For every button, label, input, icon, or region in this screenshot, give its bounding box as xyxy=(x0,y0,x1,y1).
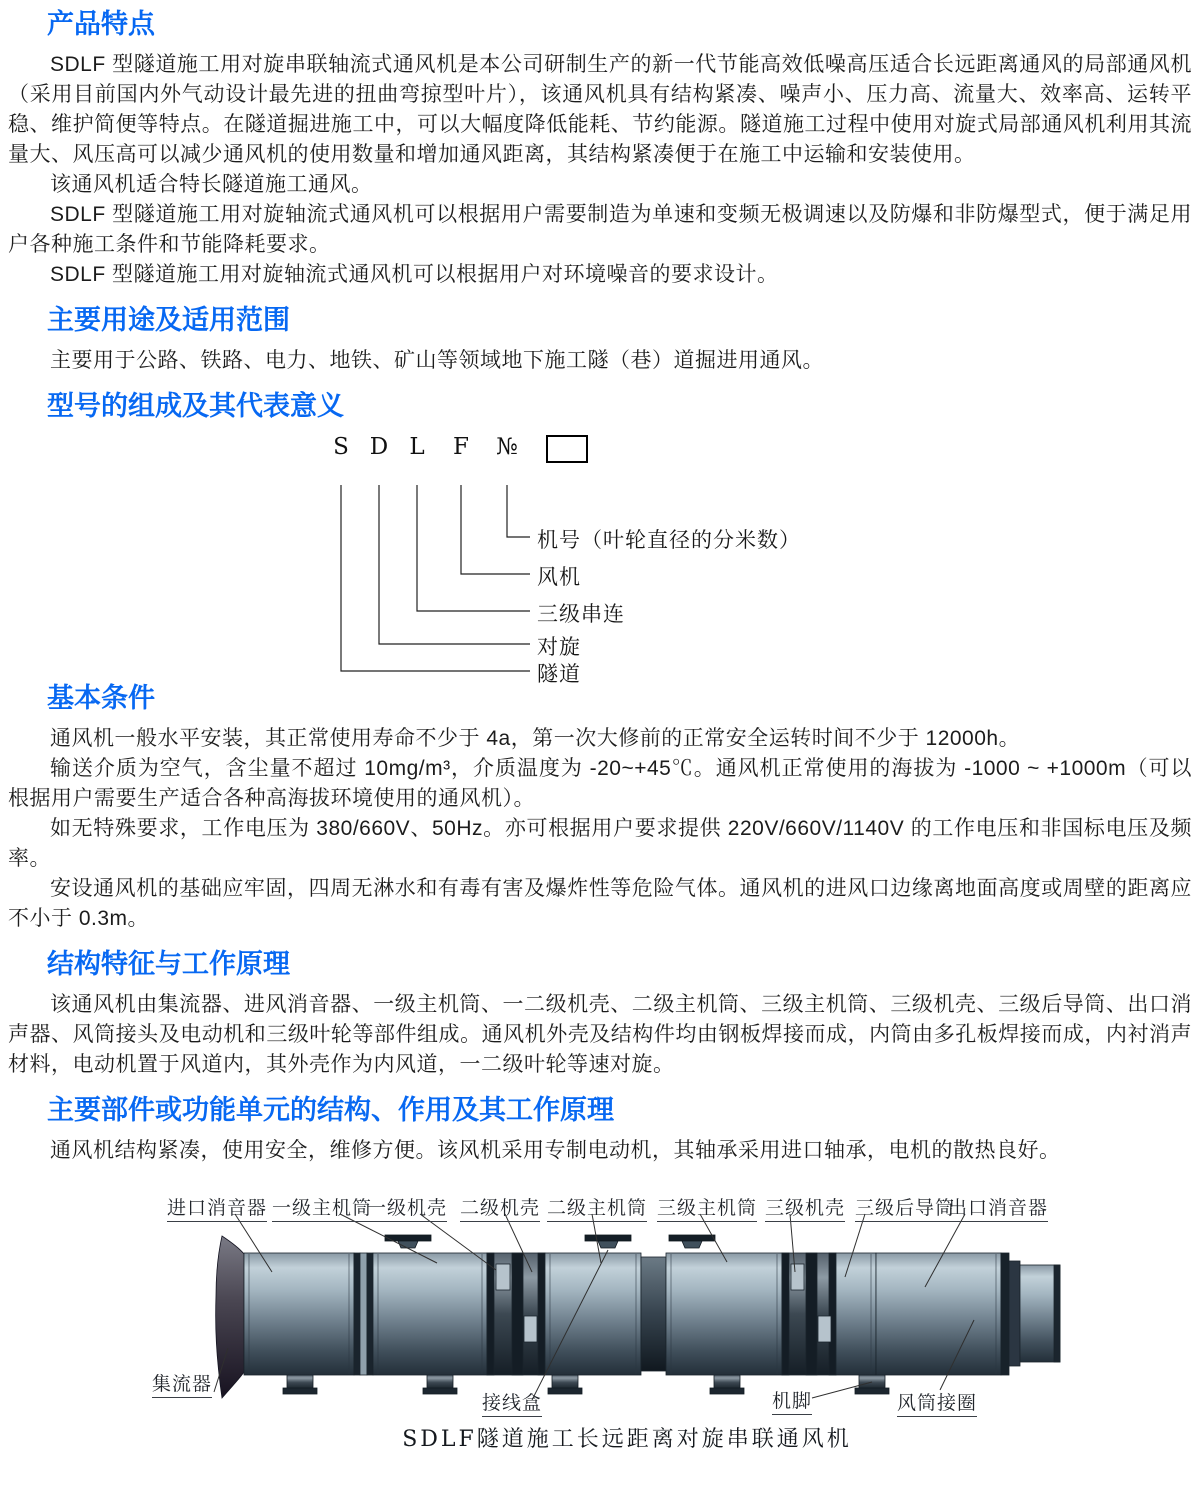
paragraph: SDLF 型隧道施工用对旋串联轴流式通风机是本公司研制生产的新一代节能高效低噪高压适合长远距离通风的局部通风机（采用目前国内外气动设计最先进的扭曲弯掠型叶片），该通风机具有结构紧凑、噪声小、压力高、流量大、效率高、运转平稳、维护简便等特点。在隧道掘进施工中，可以大幅度降低能耗、节约能源。隧道施工过程中使用对旋式局部通风机利用其流量大、风压高可以减少通风机的使用数量和增加通风距离，其结构紧凑便于在施工中运输和安装使用。 xyxy=(8,53,1192,166)
fan-label-stage3-casing: 三级机壳 xyxy=(765,1193,845,1222)
model-letter-no: № xyxy=(496,434,518,460)
fan-label-stage1-casing: 一级机壳 xyxy=(367,1193,447,1222)
fan-label-outlet-silencer: 出口消音器 xyxy=(948,1193,1048,1222)
paragraph: 输送介质为空气，含尘量不超过 10mg/m³，介质温度为 -20~+45℃。通风机正常使用的海拔为 -1000 ~ +1000m（可以根据用户需要生产适合各种高海拔环境使用的通风机）。 xyxy=(8,757,1192,810)
model-label-tunnel: 隧道 xyxy=(537,663,581,686)
model-letter-f: F xyxy=(453,434,469,460)
paragraph: 如无特殊要求，工作电压为 380/660V、50Hz。亦可根据用户要求提供 220V/660V/1140V 的工作电压和非国标电压及频率。 xyxy=(8,817,1192,870)
fan-structure-diagram xyxy=(0,1166,1200,1490)
fan-label-stage2-main-tube: 二级主机筒 xyxy=(547,1193,647,1222)
model-diagram-lines xyxy=(0,432,1200,680)
section-heading-structure-principle: 结构特征与工作原理 xyxy=(47,949,290,979)
section-heading-product-features: 产品特点 xyxy=(47,9,155,39)
paragraph: SDLF 型隧道施工用对旋轴流式通风机可以根据用户对环境噪音的要求设计。 xyxy=(50,263,779,286)
paragraph: 通风机结构紧凑，使用安全，维修方便。该风机采用专制电动机，其轴承采用进口轴承，电机的散热良好。 xyxy=(50,1139,1061,1162)
section-heading-basic-conditions: 基本条件 xyxy=(47,683,155,713)
fan-label-stage1-main-tube: 一级主机筒 xyxy=(272,1193,372,1222)
fan-label-junction-box: 接线盒 xyxy=(482,1388,542,1417)
model-composition-diagram xyxy=(0,432,1200,686)
paragraph: SDLF 型隧道施工用对旋轴流式通风机可以根据用户需要制造为单速和变频无极调速以及防爆和非防爆型式，便于满足用户各种施工条件和节能降耗要求。 xyxy=(8,203,1192,256)
fan-label-machine-foot: 机脚 xyxy=(772,1386,812,1415)
paragraph: 该通风机适合特长隧道施工通风。 xyxy=(50,173,373,196)
model-letter-d: D xyxy=(369,434,389,460)
fan-label-stage3-guide-tube: 三级后导筒 xyxy=(855,1193,955,1222)
fan-label-stage2-casing: 二级机壳 xyxy=(460,1193,540,1222)
model-number-box xyxy=(546,435,588,463)
paragraph: 该通风机由集流器、进风消音器、一级主机筒、一二级机壳、二级主机筒、三级主机筒、三级机壳、三级后导筒、出口消声器、风筒接头及电动机和三级叶轮等部件组成。通风机外壳及结构件均由钢板焊接而成，内筒由多孔板焊接而成，内衬消声材料，电动机置于风道内，其外壳作为内风道，一二级叶轮等速对旋。 xyxy=(8,993,1192,1076)
paragraph: 安设通风机的基础应牢固，四周无淋水和有毒有害及爆炸性等危险气体。通风机的进风口边缘离地面高度或周壁的距离应不小于 0.3m。 xyxy=(8,877,1192,930)
model-label-fan: 风机 xyxy=(537,566,581,589)
fan-label-inlet-silencer: 进口消音器 xyxy=(167,1193,267,1222)
fan-label-duct-connector: 风筒接圈 xyxy=(897,1388,977,1417)
fan-label-collector: 集流器 xyxy=(152,1369,212,1398)
paragraph: 通风机一般水平安装，其正常使用寿命不少于 4a，第一次大修前的正常安全运转时间不少于 12000h。 xyxy=(50,727,1021,750)
fan-body xyxy=(244,1253,1060,1375)
model-label-three-stage-series: 三级串连 xyxy=(537,603,625,626)
model-label-contra-rotating: 对旋 xyxy=(537,636,581,659)
section-heading-main-uses: 主要用途及适用范围 xyxy=(47,305,290,335)
model-label-fan-number: 机号（叶轮直径的分米数） xyxy=(537,529,801,552)
section-heading-main-parts: 主要部件或功能单元的结构、作用及其工作原理 xyxy=(47,1095,614,1125)
fan-diagram-caption: SDLF隧道施工长远距离对旋串联通风机 xyxy=(402,1427,852,1452)
section-heading-model-composition: 型号的组成及其代表意义 xyxy=(47,391,344,421)
fan-top-fittings xyxy=(385,1235,715,1248)
model-letter-l: L xyxy=(409,434,425,460)
paragraph: 主要用于公路、铁路、电力、地铁、矿山等领域地下施工隧（巷）道掘进用通风。 xyxy=(50,349,824,372)
fan-label-stage3-main-tube: 三级主机筒 xyxy=(657,1193,757,1222)
model-letter-s: S xyxy=(333,434,349,460)
